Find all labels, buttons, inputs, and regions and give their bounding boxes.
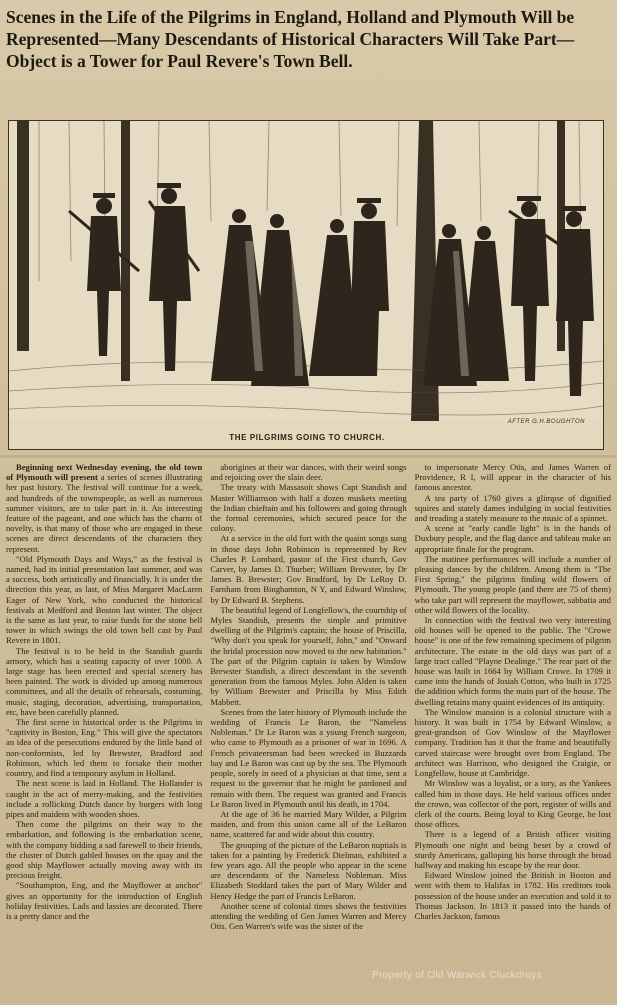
paragraph: Then come the pilgrims on their way to the embarkation, and following is the embarkation scene, with the company bidding a sad farewell to their friends, the cluster of Dutch gabled houses on the quay and the good ship Mayflower actually moving away with its precious freight.	[6, 819, 203, 881]
paragraph: The treaty with Massasoit shows Capt Standish and Master Williamson with half a dozen muskets meeting the Indian chieftain and his followers and going through the formal ceremonies, which secured peace for the colony.	[210, 482, 407, 534]
paragraph: Scenes from the later history of Plymouth include the wedding of Francis Le Baron, the "Nameless Nobleman." Dr Le Baron was a young French surgeon, who came to Plymouth as a prisoner of war in 1696. A French privateersman had been wrecked in Buzzards bay and Le Baron was cast up by the sea. The Plymouth people, sorely in need of a physician at that time, sent a request to the governor that he might be pardoned and remain with them. The request was granted and Francis Le Baron lived in Plymouth until his death, in 1704.	[210, 706, 407, 809]
paragraph: The matinee performances will include a number of pleasing dances by the children. Among them is "The First Spring," the pilgrims finding wild flowers of Plymouth. The young people (and there are 75 of them) who take part will represent the mayflower, sabbatia and other wild flowers of the locality.	[414, 553, 611, 615]
column-3	[415, 462, 611, 1002]
watermark-text: Property of Old Warwick Cluckdroys	[372, 970, 542, 981]
paragraph: Edward Winslow joined the British in Boston and went with them to Halifax in 1782. His creditors took possession of the house under an execution and sold it to Thomas Jackson. In 1813 it passed into the hands of Charles Jackson, famous	[414, 870, 611, 921]
article-columns	[6, 462, 611, 1002]
pilgrims-engraving	[9, 121, 603, 449]
paragraph: The festival is to be held in the Standish guards armory, which has a seating capacity of over 1000. A large stage has been erected and special scenery has been painted. The work is divided up among numerous committees, and all the details of rehearsals, costuming, music, staging, decoration, advertising, transportation, etc, have been carefully planned.	[6, 645, 203, 717]
lead-rest-text: a series of scenes illustrating her past history. The festival will continue for a week, and hundreds of the townspeople, as well as numerous summer visitors, are to take part in it. An interesting feature of the pageant, and one which has the charm of novelty, is that many of those who are engaged in these scenes are direct descendants of the characters they represent.	[6, 472, 203, 554]
paragraph: "Southampton, Eng, and the Mayflower at anchor" gives an opportunity for the introduction of English holiday festivities. Lads and lassies are decorated. There is a pretty dance and the	[6, 880, 203, 921]
paragraph: At a service in the old fort with the quaint songs sung in those days John Robinson is represented by Rev Charles P. Lombard, pastor of the First church, Gov Carver, by James D. Thurber; William Brewster, by Dr James B. Brewster; Gov Bradford, by Dr LeRoy D. Farnham from Binghamton, N Y, and Edward Winslow, by Dr Edward B. Stephens.	[210, 533, 407, 605]
lead-paragraph	[6, 462, 202, 554]
paragraph: At the age of 36 he married Mary Wilder, a Pilgrim maiden, and from this union came all of the LeBaron name, scattered far and wide about this country.	[210, 808, 407, 840]
paragraph: There is a legend of a British officer visiting Plymouth one night and being beset by a crowd of sturdy Americans, galloping his horse through the broad hallway and making his escape by the rear door.	[414, 829, 611, 870]
paragraph: The Winslow mansion is a colonial structure with a history. It was built in 1754 by Edward Winslow, a great-grandson of Gov Winslow of the Mayflower company. Tradition has it that the frame and beautifully carved staircase were brought over from England. The architect was Harrison, who designed the Craigie, or Longfellow, house at Cambridge.	[414, 706, 611, 779]
illustration-pilgrims-going-to-church	[8, 120, 604, 450]
paragraph: to impersonate Mercy Otis, and James Warren of Providence, R I, will appear in the character of his famous ancestor.	[414, 462, 611, 493]
lead-bold-text: Beginning next Wednesday evening, the old town of Plymouth will present	[6, 462, 203, 483]
paragraph: The grouping of the picture of the LeBaron nuptials is taken for a painting by Frederick Dielman, exhibited a few years ago. All the people who appear in the scene are descendants of the Nameless Nobleman. Miss Elizabeth Stoddard takes the part of Mary Wilder and Henry Hedge the part of Francis LeBaron.	[210, 839, 407, 901]
headline: Scenes in the Life of the Pilgrims in England, Holland and Plymouth Will be Represented—Many Descendants of Historical Characters Will Take Part—Object is a Tower for Paul Revere's Town Bell.	[6, 7, 575, 71]
paragraph: A scene at "early candle light" is in the hands of Duxbury people, and the flag dance and tableau make an appropriate finale for the program.	[414, 523, 611, 554]
artist-signature: AFTER G.H.BOUGHTON	[507, 419, 585, 425]
figure-caption: THE PILGRIMS GOING TO CHURCH.	[229, 433, 385, 442]
paragraph: Mr Winslow was a loyalist, or a tory, as the Yankees called him in those days. He held various offices under the crown, was collector of the port, register of wills and clerk of the courts. Being loyal to King George, he lost those offices.	[414, 778, 611, 830]
paragraph: In connection with the festival two very interesting old houses will be opened to the public. The "Crowe house" is one of the few remaining specimens of pilgrim architecture. The estate in the old days was part of a large tract called "Playne Dealinge." The rear part of the house was built in 1664 by William Crowe. In 1709 it came into the hands of Josiah Cotton, who built in 1725 the addition which forms the main part of the house. The dwelling retains many quaint evidences of its antiquity.	[414, 615, 611, 707]
paragraph: The first scene in historical order is the Pilgrims in "captivity in Boston, Eng." This will give the spectators an idea of the persecutions endured by the little band of non-conformists, led by Brewster, Bradford and Robinson, which led them to forsake their mother country, and find a temporary asylum in Holland.	[6, 717, 203, 779]
paragraph: "Old Plymouth Days and Ways," as the festival is named, had its initial presentation last summer, and was a success, both artistically and financially. It is under the direction this year, as last, of Miss Margaret MacLaren Eager of New York, who conducted the historical festivals at Medford and Boston last winter. The object is the same as last year, to raise funds for the stone bell tower in which swings the old town bell cast by Paul Revere in 1801.	[6, 553, 203, 646]
column-1	[6, 462, 202, 1002]
paragraph: aborigines at their war dances, with their weird songs and rejoicing over the slain deer.	[210, 462, 407, 483]
column-2	[210, 462, 406, 1002]
paragraph: The next scene is laid in Holland. The Hollander is caught in the act of merry-making, and the festivities include a rollicking Dutch dance by burgers with long pipes and maidens with wooden shoes.	[6, 778, 203, 819]
paragraph: Another scene of colonial times shows the festivities attending the wedding of Gen James Warren and Mercy Otis. Gen Warren's wife was the sister of the	[210, 900, 407, 932]
paragraph: The beautiful legend of Longfellow's, the courtship of Myles Standish, presents the simple and primitive dwelling of the Pilgrim's captain; the house of Priscilla, "Why don't you speak for yourself, John," and "Onward the bridal procession now moved to the new habitation." The part of the Pilgrim captain is taken by Winslow Brewster Standish, a direct descendant in the seventh generation from the famous Myles. John Alden is taken by William Brewster and Priscilla by Miss Edith Mabbett.	[210, 604, 407, 707]
paper-fold	[0, 455, 617, 458]
paragraph: A tea party of 1760 gives a glimpse of dignified squires and stately dames indulging in social festivities and treading a stately measure to the music of a spinnet.	[414, 492, 611, 524]
